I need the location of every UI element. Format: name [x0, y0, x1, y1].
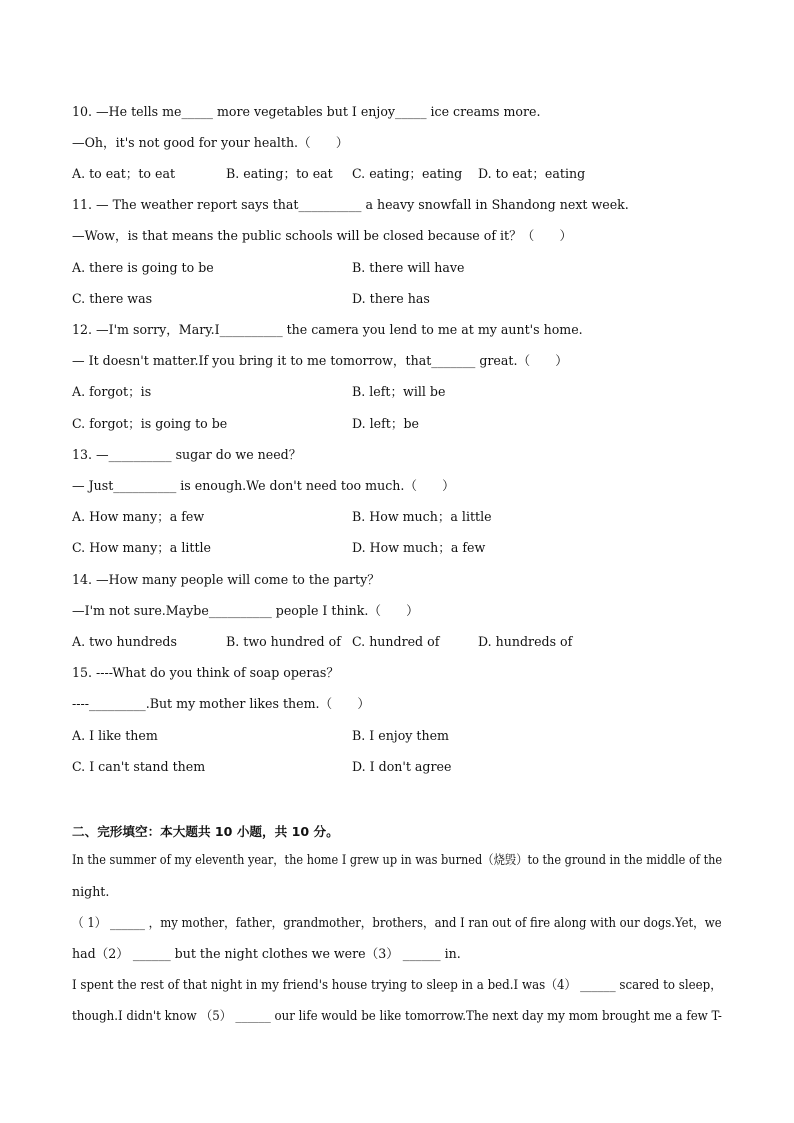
cloze-paragraph-line-5: I spent the rest of that night in my friend's house trying to sleep in a bed.I was（4） ______ scared to sleep， — [72, 977, 723, 992]
question-13-option-a: A. How many；a few — [72, 509, 205, 524]
question-12-option-d: D. left；be — [352, 416, 419, 431]
question-12-stem: 12. —I'm sorry，Mary.I__________ the camera you lend to me at my aunt's home. — [72, 322, 583, 337]
question-13-option-c: C. How many；a little — [72, 540, 211, 555]
cloze-paragraph-line-2: night. — [72, 884, 110, 899]
question-14-option-c: C. hundred of — [352, 634, 440, 649]
cloze-paragraph-line-1: In the summer of my eleventh year，the home I grew up in was burned（烧毁）to the ground in the middle of the — [72, 852, 723, 867]
question-15-stem: 15. ----What do you think of soap operas？ — [72, 665, 339, 680]
question-12-option-a: A. forgot；is — [72, 384, 152, 399]
question-15-option-a: A. I like them — [72, 728, 158, 743]
question-12-option-c: C. forgot；is going to be — [72, 416, 228, 431]
question-10-option-c: C. eating；eating — [352, 166, 463, 181]
question-11-option-b: B. there will have — [352, 260, 465, 275]
question-15-reply: ----_________.But my mother likes them.（ ） — [72, 696, 370, 711]
question-13-option-b: B. How much；a little — [352, 509, 492, 524]
question-11-reply: —Wow，is that means the public schools will be closed because of it？（ ） — [72, 228, 573, 243]
cloze-paragraph-line-3: （ 1） ______ ，my mother，father，grandmother，brothers，and I ran out of fire along with our dogs.Yet，we — [72, 915, 722, 930]
question-14-stem: 14. —How many people will come to the party？ — [72, 572, 380, 587]
question-14-option-b: B. two hundred of — [226, 634, 341, 649]
question-11-option-a: A. there is going to be — [72, 260, 214, 275]
question-12-option-b: B. left；will be — [352, 384, 446, 399]
question-14-option-d: D. hundreds of — [478, 634, 573, 649]
question-10-option-a: A. to eat；to eat — [72, 166, 176, 181]
question-14-option-a: A. two hundreds — [72, 634, 177, 649]
section-2-heading: 二、完形填空：本大题共 10 小题，共 10 分。 — [72, 824, 339, 839]
question-13-reply: — Just__________ is enough.We don't need too much.（ ） — [72, 478, 455, 493]
cloze-paragraph-line-6: though.I didn't know （5） ______ our life would be like tomorrow.The next day my mom brought me a few T- — [72, 1008, 722, 1023]
question-11-option-c: C. there was — [72, 291, 153, 306]
cloze-paragraph-line-4: had（2） ______ but the night clothes we were（3） ______ in. — [72, 946, 461, 961]
question-11-stem: 11. — The weather report says that__________ a heavy snowfall in Shandong next week. — [72, 197, 629, 212]
question-13-stem: 13. —__________ sugar do we need？ — [72, 447, 302, 462]
question-11-option-d: D. there has — [352, 291, 430, 306]
question-10-reply: —Oh，it's not good for your health.（ ） — [72, 135, 349, 150]
question-12-reply: — It doesn't matter.If you bring it to me tomorrow，that_______ great.（ ） — [72, 353, 568, 368]
question-10-stem: 10. —He tells me_____ more vegetables but I enjoy_____ ice creams more. — [72, 104, 541, 119]
question-15-option-c: C. I can't stand them — [72, 759, 206, 774]
question-15-option-b: B. I enjoy them — [352, 728, 449, 743]
question-13-option-d: D. How much；a few — [352, 540, 486, 555]
question-14-reply: —I'm not sure.Maybe__________ people I think.（ ） — [72, 603, 419, 618]
question-10-option-d: D. to eat；eating — [478, 166, 586, 181]
question-10-option-b: B. eating；to eat — [226, 166, 333, 181]
question-15-option-d: D. I don't agree — [352, 759, 452, 774]
